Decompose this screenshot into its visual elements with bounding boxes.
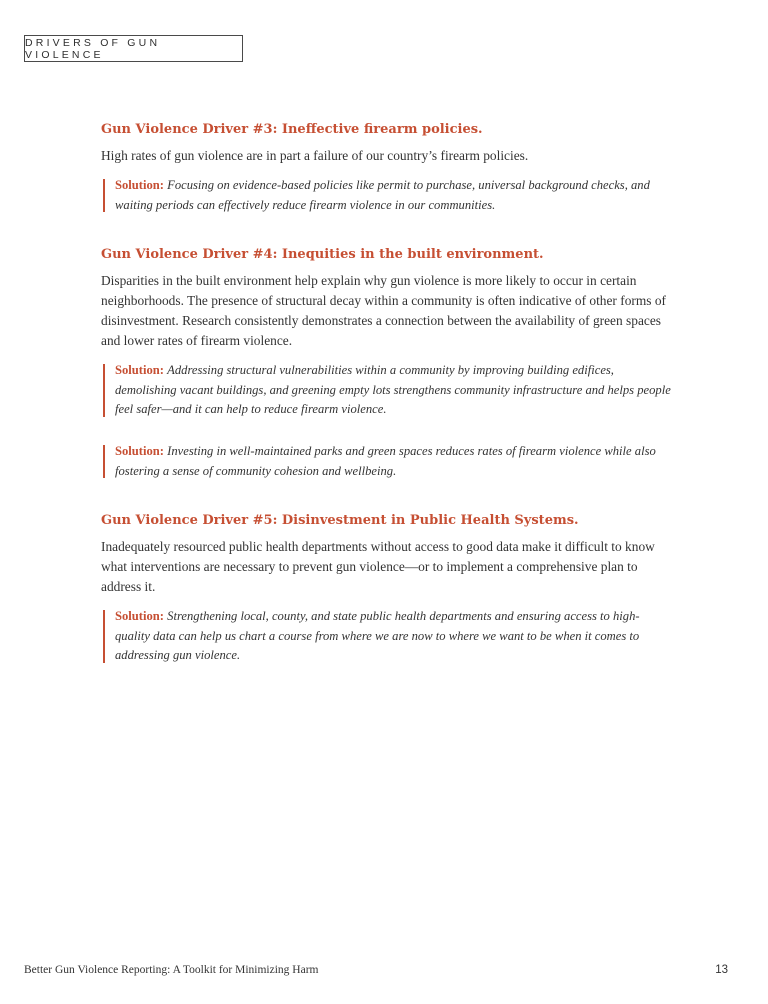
footer-document-title: Better Gun Violence Reporting: A Toolkit for Minimizing Harm [24, 964, 319, 976]
solution-callout [101, 361, 671, 420]
driver-section-3 [101, 120, 671, 215]
driver-body: High rates of gun violence are in part a failure of our country’s firearm policies. [101, 148, 529, 163]
driver-section-5 [101, 511, 671, 666]
solution-text: Strengthening local, county, and state public health departments and ensuring access to high-quality data can help us chart a course from where we are now to where we want to be when it comes to addressing gun violence. [115, 609, 640, 663]
solution-callout [101, 607, 671, 666]
solution-callout [101, 176, 671, 215]
main-content [101, 120, 671, 696]
solution-text: Addressing structural vulnerabilities within a community by improving building edifices, demolishing vacant buildings, and greening empty lots strengthens community infrastructure and helps people feel safer—and it can help to reduce firearm violence. [115, 363, 671, 417]
page-number: 13 [715, 964, 728, 976]
section-label: DRIVERS OF GUN VIOLENCE [24, 35, 243, 62]
solution-label: Solution: [115, 443, 164, 458]
driver-section-4 [101, 245, 671, 481]
solution-text: Focusing on evidence-based policies like permit to purchase, universal background checks, and waiting periods can effectively reduce firearm violence in our communities. [115, 178, 650, 212]
solution-label: Solution: [115, 178, 164, 192]
solution-text: Investing in well-maintained parks and green spaces reduces rates of firearm violence while also fostering a sense of community cohesion and wellbeing. [115, 443, 656, 478]
driver-heading: Gun Violence Driver #3: Ineffective firearm policies. [101, 122, 483, 137]
driver-heading: Gun Violence Driver #5: Disinvestment in Public Health Systems. [101, 513, 579, 529]
driver-body: Inadequately resourced public health departments without access to good data make it difficult to know what interventions are necessary to prevent gun violence—or to implement a comprehensive plan to address it. [101, 539, 655, 595]
solution-callout [101, 442, 671, 481]
driver-heading: Gun Violence Driver #4: Inequities in the built environment. [101, 247, 544, 263]
solution-label: Solution: [115, 609, 164, 624]
solution-label: Solution: [115, 363, 164, 378]
driver-body: Disparities in the built environment help explain why gun violence is more likely to occur in certain neighborhoods. The presence of structural decay within a community is often indicative of other forms of disinvestment. Research consistently demonstrates a connection between the availability of green spaces and lower rates of firearm violence. [101, 273, 666, 349]
